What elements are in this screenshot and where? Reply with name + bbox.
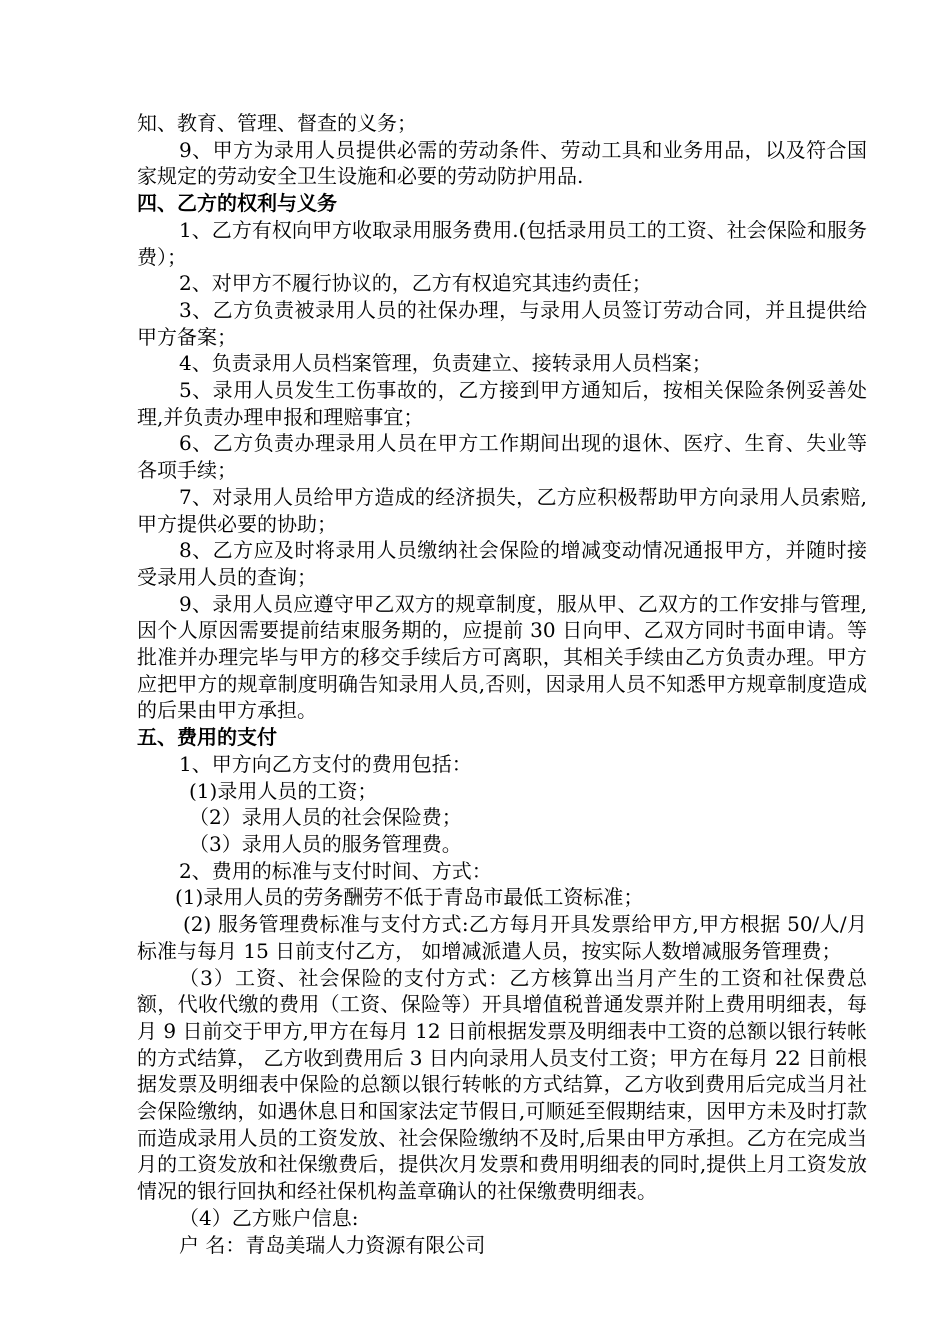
- clause-5-1: 1、甲方向乙方支付的费用包括：: [179, 751, 472, 776]
- section-heading-5: 五、费用的支付: [137, 725, 277, 750]
- clause-5-1-item-3: （3）录用人员的服务管理费。: [189, 831, 462, 856]
- clause-5-1-item-1: (1)录用人员的工资；: [189, 778, 378, 803]
- clause-5-2: 2、费用的标准与支付时间、方式：: [179, 858, 492, 883]
- clause-3-9: 9、甲方为录用人员提供必需的劳动条件、劳动工具和业务用品，以及符合国家规定的劳动安全卫生设施和必要的劳动防护用品.: [137, 137, 867, 189]
- clause-5-2-item-2: (2) 服务管理费标准与支付方式:乙方每月开具发票给甲方,甲方根据 50/人/月标准与每月 15 日前支付乙方， 如增减派遣人员，按实际人数增减服务管理费；: [137, 912, 867, 963]
- clause-4-4: 4、负责录用人员档案管理，负责建立、接转录用人员档案；: [179, 351, 712, 376]
- document-body: [137, 110, 867, 1258]
- clause-4-2: 2、对甲方不履行协议的，乙方有权追究其违约责任；: [179, 271, 652, 296]
- clause-5-2-item-4: （4）乙方账户信息:: [179, 1205, 359, 1230]
- clause-4-7: 7、对录用人员给甲方造成的经济损失，乙方应积极帮助甲方向录用人员索赔,甲方提供必要的协助；: [137, 484, 867, 536]
- paragraph-continuation: 知、教育、管理、督查的义务；: [137, 111, 417, 135]
- clause-5-1-item-2: （2）录用人员的社会保险费；: [189, 805, 462, 830]
- clause-4-1: 1、乙方有权向甲方收取录用服务费用.(包括录用员工的工资、社会保险和服务费）；: [137, 217, 867, 269]
- clause-4-5: 5、录用人员发生工伤事故的，乙方接到甲方通知后，按相关保险条例妥善处理,并负责办理申报和理赔事宜；: [137, 378, 867, 429]
- account-name-line: 户 名：青岛美瑞人力资源有限公司: [179, 1232, 486, 1257]
- clause-5-2-item-3: （3）工资、社会保险的支付方式：乙方核算出当月产生的工资和社保费总额，代收代缴的费用（工资、保险等）开具增值税普通发票并附上费用明细表，每月 9 日前交于甲方,甲方在每月 12 日前根据发票及明细表中工资的总额以银行转帐的方式结算， 乙方收到费用后 3 日内向录用人员支付工资；甲方在每月 22 日前根据发票及明细表中保险的总额以银行转帐的方式结算，乙方收到费用后完成当月社会保险缴纳，如遇休息日和国家法定节假日,可顺延至假期结束，因甲方未及时打款而造成录用人员的工资发放、社会保险缴纳不及时,后果由甲方承担。乙方在完成当月的工资发放和社保缴费后，提供次月发票和费用明细表的同时,提供上月工资发放情况的银行回执和经社保机构盖章确认的社保缴费明细表。: [137, 965, 867, 1204]
- clause-4-8: 8、乙方应及时将录用人员缴纳社会保险的增减变动情况通报甲方，并随时接受录用人员的查询；: [137, 538, 867, 589]
- section-heading-4: 四、乙方的权利与义务: [137, 191, 337, 216]
- clause-5-2-item-1: (1)录用人员的劳务酬劳不低于青岛市最低工资标准；: [175, 885, 644, 910]
- clause-4-9: 9、录用人员应遵守甲乙双方的规章制度，服从甲、乙双方的工作安排与管理,因个人原因需要提前结束服务期的，应提前 30 日向甲、乙双方同时书面申请。等批准并办理完毕与甲方的移交手续后方可离职，其相关手续由乙方负责办理。甲方应把甲方的规章制度明确告知录用人员,否则，因录用人员不知悉甲方规章制度造成的后果由甲方承担。: [137, 591, 867, 723]
- clause-4-6: 6、乙方负责办理录用人员在甲方工作期间出现的退休、医疗、生育、失业等各项手续；: [137, 431, 867, 483]
- clause-4-3: 3、乙方负责被录用人员的社保办理，与录用人员签订劳动合同，并且提供给甲方备案；: [137, 297, 867, 349]
